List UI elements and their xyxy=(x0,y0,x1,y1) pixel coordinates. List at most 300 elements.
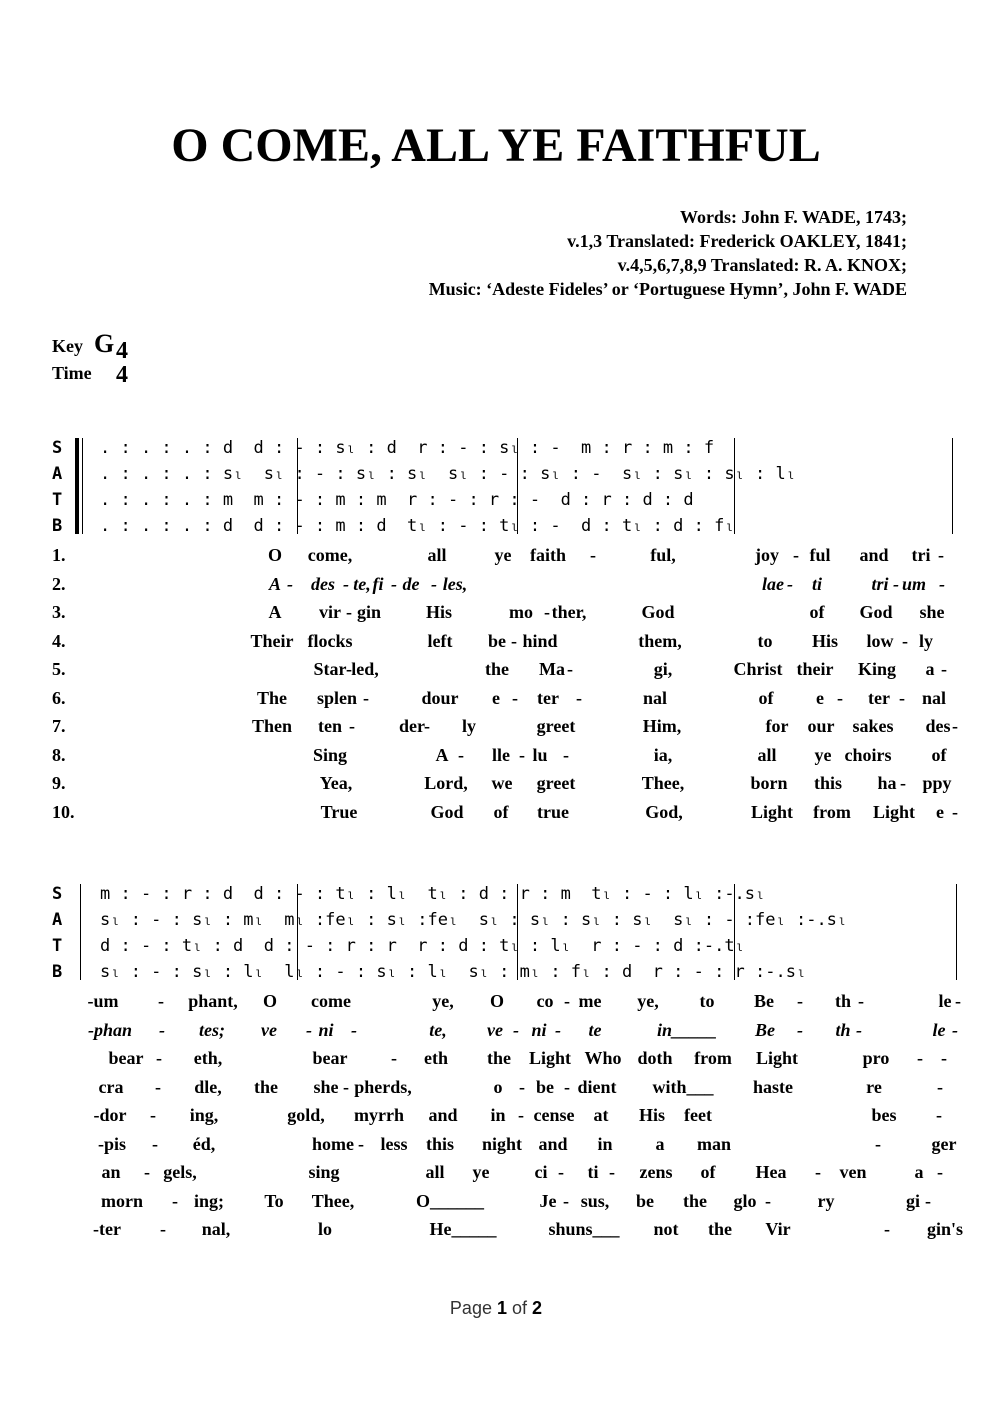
lyric-s2-v8-syllable: ry xyxy=(817,1191,835,1211)
lyric-s1-v5-syllable: King xyxy=(857,659,897,679)
credit-translation-2: v.4,5,6,7,8,9 Translated: R. A. KNOX; xyxy=(617,255,907,275)
lyric-s2-v5-syllable: feet xyxy=(684,1105,712,1125)
time-label: Time xyxy=(52,363,92,383)
part-label-t: T xyxy=(52,490,63,510)
lyric-s1-v1-syllable: tri xyxy=(911,545,931,565)
lyric-s2-v2-syllable: ve xyxy=(261,1020,277,1040)
lyric-s1-v8-syllable: - xyxy=(458,745,464,765)
lyric-s1-v3-syllable: ther, xyxy=(551,602,587,622)
lyric-s2-v9-syllable: - xyxy=(160,1219,166,1239)
lyric-s1-v1-syllable: come, xyxy=(307,545,353,565)
lyric-s1-v1-syllable: ye xyxy=(494,545,512,565)
lyric-s2-v2-syllable: le xyxy=(932,1020,946,1040)
lyric-s1-v2-syllable: - xyxy=(391,574,397,594)
lyric-s2-v7-syllable: ye xyxy=(472,1162,490,1182)
lyric-s2-v7-syllable: ven xyxy=(839,1162,867,1182)
lyric-s1-v5-syllable: the xyxy=(485,659,509,679)
lyric-s2-v7-syllable: ti xyxy=(587,1162,599,1182)
lyric-s2-v7-syllable: - xyxy=(144,1162,150,1182)
lyric-s1-v8-syllable: ye xyxy=(814,745,832,765)
lyric-s2-v5-syllable: His xyxy=(638,1105,666,1125)
lyric-s1-v6-syllable: - xyxy=(899,688,905,708)
lyric-s1-v9-syllable: Yea, xyxy=(319,773,353,793)
lyric-s2-v5-syllable: myrrh xyxy=(354,1105,404,1125)
lyric-s2-v3-syllable: Light xyxy=(528,1048,572,1068)
lyric-s1-v4-syllable: Their xyxy=(250,631,294,651)
lyric-s2-v6-syllable: night xyxy=(481,1134,523,1154)
lyric-s1-v5-syllable: Christ xyxy=(733,659,783,679)
lyric-s1-v2-syllable: tri xyxy=(871,574,889,594)
verse-number: 5. xyxy=(52,659,66,679)
lyric-s2-v2-syllable: - xyxy=(159,1020,165,1040)
lyric-s2-v7-syllable: - xyxy=(937,1162,943,1182)
lyric-s2-v2-syllable: tes; xyxy=(199,1020,225,1040)
lyric-s1-v4-syllable: be xyxy=(488,631,506,651)
lyric-s2-v9-syllable: the xyxy=(708,1219,732,1239)
lyric-s2-v1-syllable: Be xyxy=(754,991,774,1011)
lyric-s1-v2-syllable: - xyxy=(939,574,945,594)
lyric-s2-v8-syllable: - xyxy=(563,1191,569,1211)
lyric-s1-v7-syllable: - xyxy=(952,716,958,736)
lyric-s1-v7-syllable: - xyxy=(424,716,430,736)
lyric-s2-v1-syllable: to xyxy=(699,991,715,1011)
lyric-s2-v4-syllable: - xyxy=(343,1077,349,1097)
lyric-s1-v8-syllable: of xyxy=(931,745,947,765)
lyric-s1-v4-syllable: flocks xyxy=(307,631,353,651)
page-footer xyxy=(0,1298,992,1319)
key-label: Key xyxy=(52,336,83,356)
lyric-s1-v1-syllable: joy xyxy=(755,545,779,565)
lyric-s2-v1-syllable: ye, xyxy=(432,991,454,1011)
soprano-notes: m : - : r : d d : - : tₗ : lₗ tₗ : d : r : m tₗ : - : lₗ :-.sₗ xyxy=(100,884,766,904)
lyric-s2-v3-syllable: - xyxy=(156,1048,162,1068)
lyric-s2-v8-syllable: glo xyxy=(733,1191,757,1211)
lyric-s1-v3-syllable: she xyxy=(919,602,945,622)
tenor-notes: . : . : . : m m : - : m : m r : - : r : - d : r : d : d xyxy=(100,490,694,510)
lyric-s1-v7-syllable: for xyxy=(765,716,789,736)
lyric-s1-v10-syllable: from xyxy=(813,802,851,822)
lyric-s2-v9-syllable: gin's xyxy=(926,1219,964,1239)
lyric-s1-v10-syllable: God xyxy=(430,802,464,822)
lyric-s1-v9-syllable: ha xyxy=(877,773,897,793)
page-of-label: of xyxy=(512,1298,528,1318)
page-total: 2 xyxy=(532,1298,543,1318)
verse-number: 9. xyxy=(52,773,66,793)
lyric-s2-v8-syllable: - xyxy=(172,1191,178,1211)
lyric-s2-v1-syllable: - xyxy=(858,991,864,1011)
lyric-s1-v3-syllable: A xyxy=(268,602,282,622)
lyric-s2-v3-syllable: - xyxy=(917,1048,923,1068)
time-sig-top: 4 xyxy=(116,338,128,364)
lyric-s2-v2-syllable: -phan xyxy=(87,1020,133,1040)
lyric-s2-v8-syllable: Je xyxy=(539,1191,557,1211)
lyric-s1-v3-syllable: God xyxy=(859,602,893,622)
lyric-s2-v7-syllable: ci xyxy=(534,1162,548,1182)
lyric-s1-v7-syllable: der xyxy=(399,716,425,736)
lyric-s2-v9-syllable: - xyxy=(884,1219,890,1239)
barline xyxy=(956,884,957,980)
bass-notes: sₗ : - : sₗ : lₗ lₗ : - : sₗ : lₗ sₗ : mₗ : fₗ : d r : - : r :-.sₗ xyxy=(100,962,807,982)
lyric-s2-v9-syllable: lo xyxy=(317,1219,333,1239)
lyric-s1-v1-syllable: ful, xyxy=(650,545,676,565)
lyric-s1-v2-syllable: - xyxy=(893,574,899,594)
lyric-s2-v2-syllable: th xyxy=(835,1020,851,1040)
lyric-s2-v5-syllable: cense xyxy=(533,1105,575,1125)
lyric-s2-v1-syllable: th xyxy=(834,991,852,1011)
lyric-s1-v4-syllable: His xyxy=(811,631,839,651)
lyric-s2-v8-syllable: - xyxy=(765,1191,771,1211)
soprano-notes: . : . : . : d d : - : sₗ : d r : - : sₗ : - m : r : m : f xyxy=(100,438,715,458)
lyric-s2-v7-syllable: - xyxy=(609,1162,615,1182)
lyric-s2-v3-syllable: bear xyxy=(312,1048,348,1068)
lyric-s2-v2-syllable: te xyxy=(588,1020,602,1040)
lyric-s1-v7-syllable: sakes xyxy=(852,716,894,736)
alto-notes: sₗ : - : sₗ : mₗ mₗ :feₗ : sₗ :feₗ sₗ : sₗ : sₗ : sₗ sₗ : - :feₗ :-.sₗ xyxy=(100,910,848,930)
lyric-s1-v8-syllable: lle xyxy=(492,745,510,765)
lyric-s2-v9-syllable: shuns___ xyxy=(548,1219,620,1239)
lyric-s2-v4-syllable: dle, xyxy=(194,1077,222,1097)
lyric-s2-v4-syllable: - xyxy=(155,1077,161,1097)
lyric-s1-v2-syllable: um xyxy=(901,574,927,594)
lyric-s1-v6-syllable: The xyxy=(256,688,288,708)
lyric-s1-v9-syllable: greet xyxy=(536,773,576,793)
lyric-s1-v2-syllable: lae xyxy=(762,574,784,594)
key-value: G xyxy=(94,329,115,358)
lyric-s2-v3-syllable: doth xyxy=(637,1048,673,1068)
lyric-s2-v8-syllable: Thee, xyxy=(311,1191,355,1211)
lyric-s1-v7-syllable: des xyxy=(925,716,951,736)
lyric-s2-v4-syllable: - xyxy=(937,1077,943,1097)
lyric-s1-v9-syllable: Lord, xyxy=(424,773,468,793)
barline xyxy=(80,884,81,980)
lyric-s2-v4-syllable: with___ xyxy=(652,1077,714,1097)
lyric-s1-v8-syllable: choirs xyxy=(844,745,892,765)
lyric-s1-v8-syllable: all xyxy=(757,745,777,765)
lyric-s1-v1-syllable: all xyxy=(427,545,447,565)
lyric-s2-v2-syllable: - xyxy=(306,1020,312,1040)
lyric-s1-v4-syllable: low xyxy=(866,631,894,651)
lyric-s1-v6-syllable: ter xyxy=(868,688,890,708)
lyric-s1-v9-syllable: we xyxy=(491,773,513,793)
lyric-s2-v7-syllable: - xyxy=(815,1162,821,1182)
lyric-s2-v4-syllable: dient xyxy=(577,1077,617,1097)
lyric-s2-v6-syllable: - xyxy=(875,1134,881,1154)
part-label-b: B xyxy=(52,962,63,982)
lyric-s1-v7-syllable: ly xyxy=(461,716,477,736)
lyric-s2-v2-syllable: ni xyxy=(318,1020,334,1040)
lyric-s2-v4-syllable: the xyxy=(254,1077,278,1097)
lyric-s2-v5-syllable: and xyxy=(428,1105,458,1125)
bass-notes: . : . : . : d d : - : m : d tₗ : - : tₗ : - d : tₗ : d : fₗ xyxy=(100,516,735,536)
lyric-s1-v2-syllable: fi xyxy=(372,574,384,594)
lyric-s2-v9-syllable: not xyxy=(653,1219,679,1239)
lyric-s1-v7-syllable: Then xyxy=(251,716,293,736)
lyric-s1-v5-syllable: Star xyxy=(313,659,347,679)
lyric-s2-v2-syllable: te, xyxy=(429,1020,447,1040)
lyric-s2-v8-syllable: be xyxy=(636,1191,654,1211)
credits xyxy=(429,205,907,301)
lyric-s2-v4-syllable: pherds, xyxy=(354,1077,412,1097)
lyric-s2-v2-syllable: - xyxy=(351,1020,357,1040)
lyric-s2-v7-syllable: all xyxy=(425,1162,445,1182)
lyric-s2-v9-syllable: He_____ xyxy=(429,1219,497,1239)
lyric-s1-v4-syllable: ly xyxy=(918,631,934,651)
lyric-s1-v3-syllable: mo xyxy=(509,602,533,622)
lyric-s1-v8-syllable: A xyxy=(435,745,449,765)
lyric-s2-v8-syllable: the xyxy=(683,1191,707,1211)
credit-music: Music: ‘Adeste Fideles’ or ‘Portuguese Hymn’, John F. WADE xyxy=(428,279,907,299)
verse-number: 3. xyxy=(52,602,66,622)
lyric-s2-v9-syllable: Vir xyxy=(765,1219,791,1239)
lyric-s1-v10-syllable: True xyxy=(320,802,358,822)
lyric-s1-v8-syllable: - xyxy=(519,745,525,765)
credit-words: Words: John F. WADE, 1743; xyxy=(679,207,907,227)
lyric-s1-v6-syllable: nal xyxy=(642,688,668,708)
lyric-s1-v5-syllable: - xyxy=(567,659,573,679)
verse-number: 6. xyxy=(52,688,66,708)
lyric-s2-v5-syllable: - xyxy=(518,1105,524,1125)
lyric-s2-v4-syllable: re xyxy=(866,1077,882,1097)
lyric-s2-v8-syllable: To xyxy=(264,1191,284,1211)
part-label-s: S xyxy=(52,884,63,904)
lyric-s1-v6-syllable: e xyxy=(816,688,824,708)
lyric-s2-v6-syllable: éd, xyxy=(192,1134,216,1154)
lyric-s2-v6-syllable: this xyxy=(425,1134,455,1154)
lyric-s2-v2-syllable: Be xyxy=(755,1020,775,1040)
verse-number: 4. xyxy=(52,631,66,651)
lyric-s2-v1-syllable: ye, xyxy=(637,991,659,1011)
lyric-s2-v5-syllable: bes xyxy=(871,1105,897,1125)
lyric-s2-v6-syllable: -pis xyxy=(97,1134,127,1154)
lyric-s1-v4-syllable: left xyxy=(427,631,453,651)
lyric-s2-v7-syllable: of xyxy=(700,1162,716,1182)
lyric-s1-v7-syllable: our xyxy=(807,716,835,736)
lyric-s1-v3-syllable: His xyxy=(425,602,453,622)
lyric-s1-v7-syllable: Him, xyxy=(642,716,682,736)
lyric-s1-v3-syllable: vir xyxy=(319,602,341,622)
hymn-title: O COME, ALL YE FAITHFUL xyxy=(171,119,821,172)
lyric-s1-v5-syllable: led, xyxy=(351,659,379,679)
lyric-s1-v10-syllable: God, xyxy=(645,802,683,822)
lyric-s2-v4-syllable: cra xyxy=(98,1077,124,1097)
credit-translation-1: v.1,3 Translated: Frederick OAKLEY, 1841; xyxy=(567,231,907,251)
lyric-s1-v1-syllable: O xyxy=(267,545,283,565)
lyric-s2-v1-syllable: come xyxy=(311,991,351,1011)
lyric-s1-v1-syllable: - xyxy=(938,545,944,565)
lyric-s2-v6-syllable: ger xyxy=(931,1134,957,1154)
verse-number: 1. xyxy=(52,545,66,565)
lyric-s1-v6-syllable: ter xyxy=(537,688,559,708)
lyric-s1-v8-syllable: lu xyxy=(532,745,548,765)
lyric-s2-v1-syllable: - xyxy=(955,991,961,1011)
lyric-s1-v7-syllable: greet xyxy=(536,716,576,736)
lyric-s1-v4-syllable: them, xyxy=(638,631,682,651)
lyric-s1-v7-syllable: ten xyxy=(318,716,342,736)
lyric-s2-v5-syllable: -dor xyxy=(93,1105,127,1125)
lyric-s2-v2-syllable: - xyxy=(797,1020,803,1040)
lyric-s1-v5-syllable: a xyxy=(925,659,935,679)
lyric-s2-v7-syllable: sing xyxy=(308,1162,340,1182)
lyric-s1-v10-syllable: - xyxy=(952,802,958,822)
lyric-s2-v8-syllable: - xyxy=(925,1191,931,1211)
lyric-s2-v9-syllable: nal, xyxy=(201,1219,231,1239)
lyric-s2-v7-syllable: - xyxy=(558,1162,564,1182)
lyric-s2-v4-syllable: - xyxy=(519,1077,525,1097)
lyric-s1-v3-syllable: of xyxy=(809,602,825,622)
lyric-s1-v1-syllable: ful xyxy=(809,545,831,565)
lyric-s2-v3-syllable: - xyxy=(391,1048,397,1068)
lyric-s2-v5-syllable: - xyxy=(150,1105,156,1125)
lyric-s1-v6-syllable: - xyxy=(576,688,582,708)
start-barline-thin xyxy=(82,438,83,534)
lyric-s1-v9-syllable: Thee, xyxy=(641,773,685,793)
lyric-s1-v2-syllable: des xyxy=(311,574,335,594)
start-barline-thick xyxy=(75,438,79,534)
lyric-s1-v10-syllable: true xyxy=(537,802,569,822)
lyric-s1-v5-syllable: - xyxy=(346,659,352,679)
lyric-s2-v1-syllable: O xyxy=(262,991,278,1011)
lyric-s2-v8-syllable: gi xyxy=(905,1191,921,1211)
lyric-s2-v6-syllable: a xyxy=(655,1134,665,1154)
lyric-s2-v4-syllable: she xyxy=(313,1077,339,1097)
lyric-s1-v10-syllable: e xyxy=(936,802,944,822)
lyric-s2-v6-syllable: less xyxy=(380,1134,408,1154)
lyric-s1-v5-syllable: their xyxy=(796,659,834,679)
lyric-s1-v2-syllable: - xyxy=(787,574,793,594)
lyric-s2-v5-syllable: - xyxy=(936,1105,942,1125)
lyric-s2-v3-syllable: Who xyxy=(584,1048,622,1068)
part-label-t: T xyxy=(52,936,63,956)
lyric-s2-v3-syllable: pro xyxy=(862,1048,890,1068)
lyric-s2-v2-syllable: in_____ xyxy=(656,1020,718,1040)
lyric-s1-v6-syllable: splen xyxy=(316,688,358,708)
lyric-s1-v9-syllable: this xyxy=(813,773,843,793)
verse-number: 10. xyxy=(52,802,75,822)
lyric-s1-v2-syllable: de xyxy=(402,574,420,594)
lyric-s1-v9-syllable: born xyxy=(750,773,788,793)
lyric-s1-v1-syllable: - xyxy=(590,545,596,565)
lyric-s2-v6-syllable: - xyxy=(358,1134,364,1154)
lyric-s2-v1-syllable: - xyxy=(564,991,570,1011)
lyric-s1-v8-syllable: ia, xyxy=(653,745,673,765)
lyric-s2-v5-syllable: in xyxy=(490,1105,506,1125)
lyric-s2-v3-syllable: Light xyxy=(755,1048,799,1068)
lyric-s1-v6-syllable: of xyxy=(758,688,774,708)
lyric-s2-v3-syllable: eth, xyxy=(193,1048,223,1068)
lyric-s2-v6-syllable: and xyxy=(538,1134,568,1154)
lyric-s1-v6-syllable: dour xyxy=(421,688,459,708)
lyric-s2-v1-syllable: phant, xyxy=(188,991,238,1011)
lyric-s1-v2-syllable: - xyxy=(431,574,437,594)
barline xyxy=(952,438,953,534)
lyric-s2-v2-syllable: - xyxy=(856,1020,862,1040)
lyric-s1-v6-syllable: - xyxy=(512,688,518,708)
lyric-s2-v2-syllable: - xyxy=(555,1020,561,1040)
lyric-s2-v1-syllable: - xyxy=(158,991,164,1011)
lyric-s1-v1-syllable: and xyxy=(859,545,889,565)
lyric-s1-v2-syllable: te, xyxy=(353,574,371,594)
part-label-b: B xyxy=(52,516,63,536)
lyric-s2-v5-syllable: at xyxy=(593,1105,609,1125)
lyric-s2-v3-syllable: eth xyxy=(424,1048,448,1068)
lyric-s2-v4-syllable: - xyxy=(564,1077,570,1097)
lyric-s1-v3-syllable: - xyxy=(346,602,352,622)
verse-number: 8. xyxy=(52,745,66,765)
lyric-s2-v1-syllable: - xyxy=(797,991,803,1011)
lyric-s2-v4-syllable: be xyxy=(536,1077,554,1097)
lyric-s1-v5-syllable: Ma xyxy=(539,659,565,679)
lyric-s1-v10-syllable: Light xyxy=(750,802,794,822)
lyric-s2-v4-syllable: haste xyxy=(753,1077,793,1097)
lyric-s1-v2-syllable: - xyxy=(287,574,293,594)
lyric-s1-v2-syllable: - xyxy=(343,574,349,594)
lyric-s1-v3-syllable: God xyxy=(641,602,675,622)
lyric-s1-v3-syllable: - xyxy=(544,602,550,622)
verse-number: 7. xyxy=(52,716,66,736)
lyric-s2-v5-syllable: ing, xyxy=(189,1105,219,1125)
lyric-s2-v7-syllable: Hea xyxy=(755,1162,787,1182)
lyric-s1-v1-syllable: faith xyxy=(530,545,566,565)
lyric-s1-v6-syllable: nal xyxy=(921,688,947,708)
lyric-s2-v6-syllable: man xyxy=(696,1134,732,1154)
lyric-s2-v7-syllable: gels, xyxy=(163,1162,197,1182)
lyric-s2-v3-syllable: from xyxy=(694,1048,732,1068)
lyric-s2-v2-syllable: - xyxy=(513,1020,519,1040)
lyric-s1-v9-syllable: ppy xyxy=(922,773,952,793)
lyric-s2-v1-syllable: O xyxy=(489,991,505,1011)
page-label: Page xyxy=(449,1298,492,1318)
lyric-s2-v3-syllable: bear xyxy=(108,1048,144,1068)
lyric-s1-v10-syllable: Light xyxy=(872,802,916,822)
lyric-s2-v8-syllable: sus, xyxy=(580,1191,610,1211)
lyric-s2-v8-syllable: morn xyxy=(101,1191,143,1211)
lyric-s1-v7-syllable: - xyxy=(349,716,355,736)
lyric-s2-v9-syllable: -ter xyxy=(93,1219,121,1239)
lyric-s2-v2-syllable: - xyxy=(952,1020,958,1040)
lyric-s1-v8-syllable: Sing xyxy=(312,745,348,765)
lyric-s2-v1-syllable: le xyxy=(938,991,952,1011)
lyric-s2-v7-syllable: an xyxy=(101,1162,121,1182)
lyric-s2-v6-syllable: - xyxy=(152,1134,158,1154)
lyric-s2-v3-syllable: - xyxy=(941,1048,947,1068)
lyric-s1-v5-syllable: - xyxy=(941,659,947,679)
lyric-s1-v6-syllable: - xyxy=(363,688,369,708)
lyric-s2-v2-syllable: ni xyxy=(531,1020,547,1040)
lyric-s2-v2-syllable: ve xyxy=(487,1020,503,1040)
lyric-s2-v6-syllable: home xyxy=(312,1134,354,1154)
lyric-s1-v6-syllable: - xyxy=(837,688,843,708)
time-sig-bottom: 4 xyxy=(116,362,128,388)
part-label-s: S xyxy=(52,438,63,458)
lyric-s2-v8-syllable: O______ xyxy=(415,1191,485,1211)
lyric-s2-v4-syllable: o xyxy=(493,1077,503,1097)
tenor-notes: d : - : tₗ : d d : - : r : r r : d : tₗ : lₗ r : - : d :-.tₗ xyxy=(100,936,745,956)
lyric-s1-v3-syllable: gin xyxy=(356,602,382,622)
lyric-s2-v3-syllable: the xyxy=(487,1048,511,1068)
lyric-s2-v8-syllable: ing; xyxy=(193,1191,225,1211)
lyric-s2-v7-syllable: zens xyxy=(639,1162,673,1182)
verse-number: 2. xyxy=(52,574,66,594)
lyric-s1-v9-syllable: - xyxy=(900,773,906,793)
part-label-a: A xyxy=(52,910,63,930)
lyric-s2-v7-syllable: a xyxy=(914,1162,924,1182)
lyric-s1-v8-syllable: - xyxy=(563,745,569,765)
lyric-s1-v1-syllable: - xyxy=(793,545,799,565)
lyric-s1-v6-syllable: e xyxy=(492,688,500,708)
alto-notes: . : . : . : sₗ sₗ : - : sₗ : sₗ sₗ : - : sₗ : - sₗ : sₗ : sₗ : lₗ xyxy=(100,464,796,484)
lyric-s2-v1-syllable: me xyxy=(578,991,602,1011)
lyric-s1-v2-syllable: les, xyxy=(442,574,468,594)
